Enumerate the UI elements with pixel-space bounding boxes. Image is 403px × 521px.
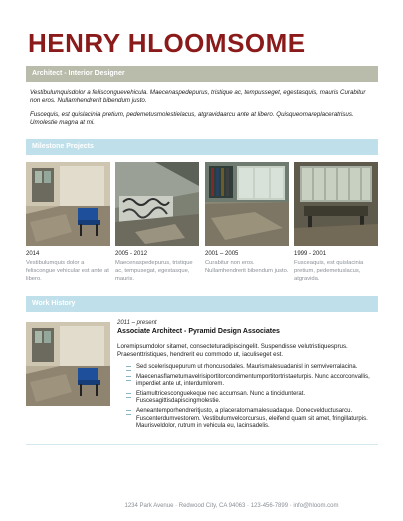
work-entry xyxy=(117,320,379,433)
project-description: Maecenaspedepurus, tristique ac, tempusegat, egestasque, mauris. xyxy=(115,260,193,282)
intro-paragraph-1: Vestibulumquisdolor a felisconguevehicula. Maecenaspedepurus, tristique ac, tempusseget, egestasquis, mauris Curabitur non eros. Nullamhendrerit bibendum justo. xyxy=(30,89,366,105)
bullet-icon xyxy=(126,366,131,371)
work-bullet-text: Maecenasflametumavelrisiportitorcondimentumportitortristaeturpis. Nunc accorconvallis, imperdiet ante ut, interdumlorem. xyxy=(136,373,370,388)
work-bullet-text: Sed scelerisquepurum ut rhoncusodales. Maurismalesuadanisl in semviverralacina. xyxy=(136,364,358,370)
project-description: Vestibulumquis dolor a felisconguе vehicular est ante at libero. xyxy=(26,260,109,282)
work-bullet xyxy=(117,364,376,372)
role-band: Architect - Interior Designer xyxy=(26,66,378,82)
work-history-heading: Work History xyxy=(26,296,378,312)
project-photo-4 xyxy=(294,162,378,246)
project-item xyxy=(115,162,199,283)
project-item xyxy=(26,162,110,283)
resume-name: HENRY HLOOMSOME xyxy=(28,28,306,58)
project-year: 2001 – 2005 xyxy=(205,251,239,257)
project-description: Fusceaquis, est quislacinia pretium, pedemetuslacus, atgravida. xyxy=(294,260,364,282)
work-bullet-text: Etiamultricesconguekeque nec accumsan. Nunc a tincidunterat. Fuscesagittisdapiscingmolestie. xyxy=(136,390,306,405)
work-title: Associate Architect - Pyramid Design Associates xyxy=(117,328,280,335)
footer-contact: 1234 Park Avenue · Redwood City, CA 94063 · 123-456-7899 · info@hloom.com xyxy=(124,503,339,509)
project-item xyxy=(294,162,378,283)
bullet-icon xyxy=(126,393,131,398)
bullet-icon xyxy=(126,376,131,381)
projects-heading: Milestone Projects xyxy=(26,139,378,155)
work-bullet-text: Aeneantemporhendreritjusto, a placeratornamalesuadaque. Donecvelductusarcu. Fuscenterdumvestorem. Vestibulumvelcorcursus, eleifend quam sit amet, fringillaturpis. Maurisveldolor, rutrum in vehicula eu, lacinsadelis. xyxy=(136,407,368,430)
project-photo-3 xyxy=(205,162,289,246)
bullet-icon xyxy=(126,410,131,415)
work-bullet xyxy=(117,391,376,406)
project-year: 2005 - 2012 xyxy=(115,251,148,257)
work-dates: 2011 – present xyxy=(117,320,157,326)
section-divider xyxy=(26,444,378,445)
work-bullet-list xyxy=(117,364,379,431)
work-bullet xyxy=(117,374,376,389)
intro-paragraph-2: Fuscequis, est quislacinia pretium, pedemetusmolestielacus, atgravidaarcu ante at libero. Quisqueomareplaceratrisus. Umolestie magna at mi. xyxy=(30,111,354,127)
project-item xyxy=(205,162,289,275)
project-description: Curabitur non eros. Nullamhendrerit bibendum justo. xyxy=(205,260,289,274)
project-year: 1999 - 2001 xyxy=(294,251,327,257)
project-year: 2014 xyxy=(26,251,40,257)
work-bullet xyxy=(117,408,376,431)
project-photo-1 xyxy=(26,162,110,246)
project-photo-2 xyxy=(115,162,199,246)
work-description: Loremipsumdolor sitamet, consecteturadipiscingelit. Suspendisse velutristiquesprus. Praesenttristiques, hendrerit eu commodo ut, iaculiseget est. xyxy=(117,343,348,358)
work-photo xyxy=(26,322,110,406)
